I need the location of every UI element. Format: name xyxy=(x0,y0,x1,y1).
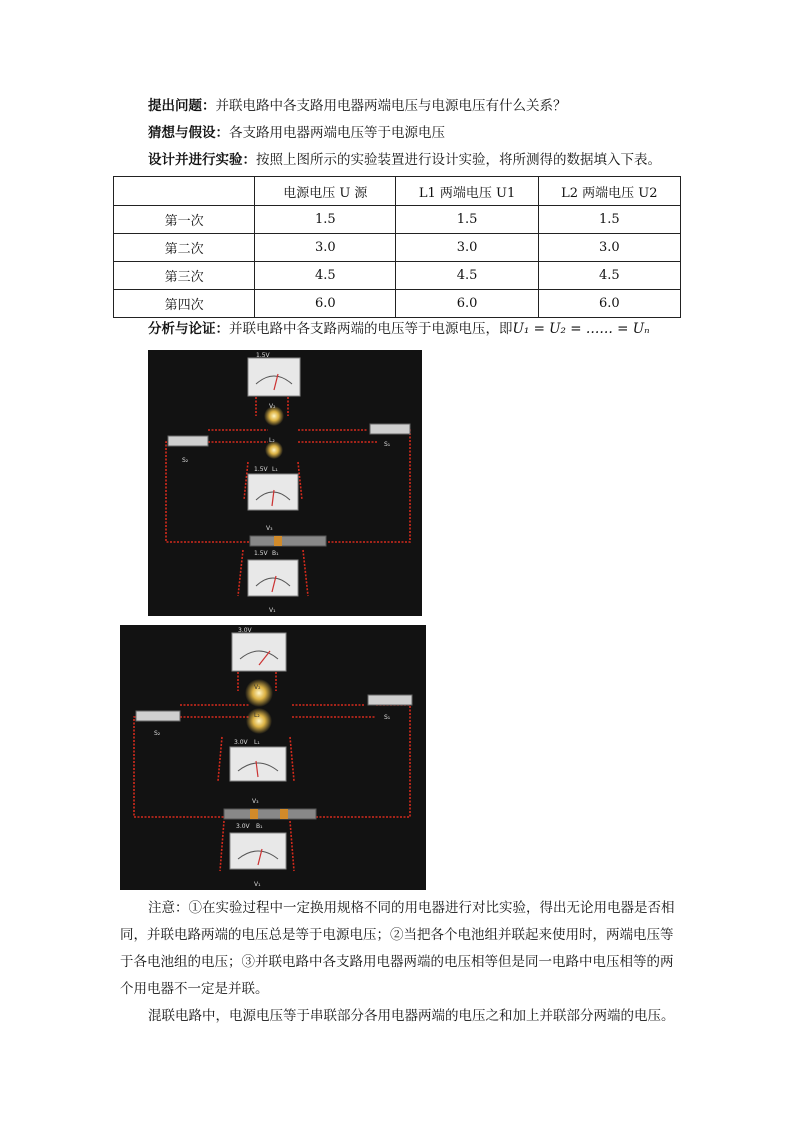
circuit-diagram-1 xyxy=(148,350,422,616)
table-row xyxy=(114,206,681,234)
l1-label: L₁ xyxy=(272,466,278,473)
v3-label: V₃ xyxy=(266,525,273,532)
analysis-formula: U₁ = U₂ = …… = Uₙ xyxy=(512,321,650,337)
note-paragraph xyxy=(120,895,686,1003)
design-line xyxy=(148,151,661,169)
table-header-cell: L1 两端电压 U1 xyxy=(396,177,538,206)
table-cell: 第三次 xyxy=(114,262,255,290)
design-label: 设计并进行实验： xyxy=(148,152,256,168)
table-cell: 3.0 xyxy=(396,234,538,262)
battery-reading: 3.0V xyxy=(236,823,250,830)
top-reading: 1.5V xyxy=(256,352,270,359)
question-text: 并联电路中各支路用电器两端电压与电源电压有什么关系？ xyxy=(215,98,567,114)
v1-label: V₁ xyxy=(269,607,276,614)
table-cell: 第一次 xyxy=(114,206,255,234)
battery-reading: 1.5V xyxy=(254,550,268,557)
hypothesis-text: 各支路用电器两端电压等于电源电压 xyxy=(229,125,445,141)
design-text: 按照上图所示的实验装置进行设计实验，将所测得的数据填入下表。 xyxy=(256,152,661,168)
battery-label: B₁ xyxy=(256,823,263,830)
top-reading: 3.0V xyxy=(238,627,252,634)
table-cell: 4.5 xyxy=(538,262,680,290)
voltage-table xyxy=(113,176,681,318)
voltmeter-top xyxy=(232,633,286,671)
v1-label: V₁ xyxy=(254,881,261,888)
mixed-circuit-paragraph xyxy=(120,1003,686,1030)
s2-label: S₂ xyxy=(154,730,161,737)
s1-label: S₁ xyxy=(384,441,391,448)
table-cell: 第二次 xyxy=(114,234,255,262)
question-line xyxy=(148,97,567,115)
switch-right xyxy=(368,695,412,705)
table-cell: 4.5 xyxy=(255,262,396,290)
analysis-text: 并联电路中各支路两端的电压等于电源电压，即 xyxy=(229,321,513,337)
mid-reading: 3.0V xyxy=(234,739,248,746)
hypothesis-line xyxy=(148,124,445,142)
table-header-cell xyxy=(114,177,255,206)
hypothesis-label: 猜想与假设： xyxy=(148,125,229,141)
circuit-photo-2 xyxy=(120,625,426,890)
analysis-label: 分析与论证： xyxy=(148,321,229,337)
v2-label: V₂ xyxy=(269,403,276,410)
l2-label: L₂ xyxy=(254,712,260,719)
table-cell: 3.0 xyxy=(255,234,396,262)
s1-label: S₁ xyxy=(384,714,391,721)
note-text: 注意：①在实验过程中一定换用规格不同的用电器进行对比实验，得出无论用电器是否相同，并联电路两端的电压总是等于电源电压；②当把各个电池组并联起来使用时，两端电压等于各电池组的电压；③并联电路中各支路用电器两端的电压相等但是同一电路中电压相等的两个用电器不一定是并联。 xyxy=(120,900,675,997)
question-label: 提出问题： xyxy=(148,98,216,114)
table-cell: 1.5 xyxy=(255,206,396,234)
table-cell: 4.5 xyxy=(396,262,538,290)
mixed-circuit-text: 混联电路中，电源电压等于串联部分各用电器两端的电压之和加上并联部分两端的电压。 xyxy=(148,1008,675,1024)
table-cell: 1.5 xyxy=(396,206,538,234)
table-cell: 3.0 xyxy=(538,234,680,262)
v2-label: V₂ xyxy=(254,684,261,691)
table-cell: 6.0 xyxy=(396,290,538,318)
table-header-row xyxy=(114,177,681,206)
v3-label: V₃ xyxy=(252,798,259,805)
circuit-photo-1 xyxy=(148,350,422,616)
table-header-cell: 电源电压 U 源 xyxy=(255,177,396,206)
voltmeter-top xyxy=(248,358,300,396)
table-cell: 第四次 xyxy=(114,290,255,318)
table-cell: 6.0 xyxy=(255,290,396,318)
table-row xyxy=(114,290,681,318)
s2-label: S₂ xyxy=(182,457,189,464)
l2-label: L₂ xyxy=(269,437,275,444)
switch-left xyxy=(136,711,180,721)
mid-reading: 1.5V xyxy=(254,466,268,473)
table-cell: 6.0 xyxy=(538,290,680,318)
battery xyxy=(224,809,316,819)
table-row xyxy=(114,262,681,290)
battery-label: B₁ xyxy=(272,550,279,557)
switch-right xyxy=(370,424,410,434)
battery xyxy=(250,536,326,546)
l1-label: L₁ xyxy=(254,739,260,746)
table-row xyxy=(114,234,681,262)
switch-left xyxy=(168,436,208,446)
table-cell: 1.5 xyxy=(538,206,680,234)
analysis-line xyxy=(148,320,650,338)
circuit-diagram-2 xyxy=(120,625,426,890)
table-header-cell: L2 两端电压 U2 xyxy=(538,177,680,206)
